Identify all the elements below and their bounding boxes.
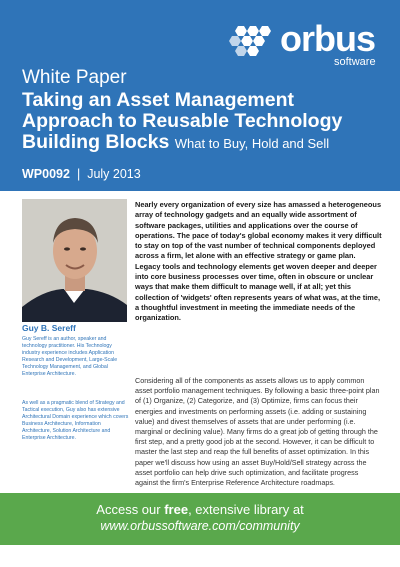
logo-word: orbus: [280, 18, 376, 59]
footer-url-link[interactable]: www.orbussoftware.com/community: [100, 519, 300, 533]
meta-separator: |: [76, 167, 81, 181]
paper-subtitle: What to Buy, Hold and Sell: [174, 136, 330, 151]
paper-date: July 2013: [87, 167, 141, 181]
author-bio-paragraph: Guy Sereff is an author, speaker and technology practitioner. His Technology industry experience includes Application Research and Development, Large-Scale Technology Management, and Global Enterprise Architecture.: [22, 336, 118, 378]
body-paragraph: Considering all of the components as assets allows us to apply common asset portfolio management techniques. By following a basic three-point plan of (1) Organize, (2) Categorize, and (3) Optimize, firms can focus their energies and investments on performing assets (i.e. adding or sustaining value) and divest themselves of assets that are under performing (i.e. marginal or declining value). Many firms do a great job of getting through the first step, and a pretty good job at the second. However, it can be difficult to master the last step and reap the full benefits of asset optimization. In this paper we'll discuss how using an asset Buy/Hold/Sell strategy across the asset portfolio can help drive such optimization, and facilitate progress against the firm's Enterprise Reference Architecture roadmaps.: [135, 376, 380, 488]
document-type: White Paper: [22, 67, 127, 88]
footer-line-1: [0, 493, 400, 517]
footer-text: Access our: [96, 502, 165, 517]
header-banner: [0, 0, 400, 191]
paper-title-text: Taking an Asset Management Approach to Reusable Technology Building Blocks: [22, 89, 343, 153]
author-portrait-image: [22, 199, 127, 322]
author-bio-paragraph: As well as a pragmatic blend of Strategy and Tactical execution, Guy also has extensive Architectural Domain experience which covers Business Architecture, Information Architecture, Solution Architecture and Enterprise Architecture.: [22, 400, 129, 442]
lead-paragraph: Nearly every organization of every size has amassed a heterogeneous array of technology gadgets and an equally wide assortment of software packages, utilities and applications over the course of operations. The pace of today's global economy makes it very difficult to stay on top of the vast number of technical components deployed across a firm, let alone with an effective strategy or game plan. Legacy tools and technology elements get woven deeper and deeper into core business processes over time, often in obscure or unclear ways that make them difficult to manage well, if at all; yet this collection of 'widgets' often represents years of what was, at the time, a thoughtful investment in meeting the immediate needs of the organization.: [135, 200, 382, 323]
author-name: Guy B. Sereff: [22, 323, 76, 333]
logo-subtext: software: [334, 56, 376, 68]
paper-title: [22, 90, 382, 154]
footer-banner[interactable]: [0, 493, 400, 545]
author-photo: [22, 199, 127, 322]
footer-text: , extensive library at: [188, 502, 304, 517]
paper-code: WP0092: [22, 167, 70, 181]
footer-free-emphasis: free: [164, 502, 189, 517]
hexagon-cluster-icon: [228, 22, 278, 62]
paper-meta: [22, 167, 141, 181]
orbus-logo: [228, 18, 378, 68]
